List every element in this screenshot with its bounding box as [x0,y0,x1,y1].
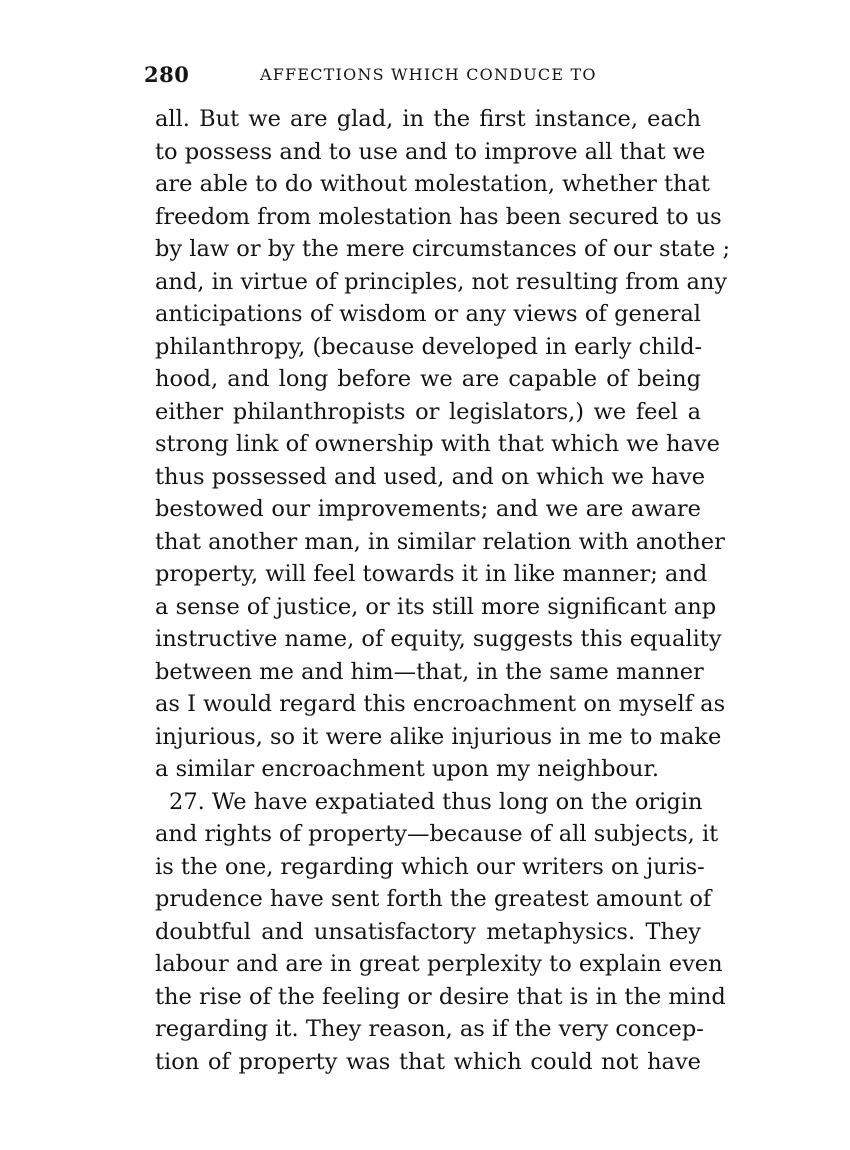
text-line: hood, and long before we are capable of being [155,366,701,392]
text-line: labour and are in great perplexity to explain even [155,951,723,977]
text-line: and rights of property—because of all subjects, it [155,821,719,847]
text-line: to possess and to use and to improve all that we [155,138,706,165]
text-line: either philanthropists or legislators,) we feel a [155,398,701,425]
text-line: the rise of the feeling or desire that is in the mind [155,983,726,1010]
text-line: a similar encroachment upon my neighbour. [155,756,659,782]
page-number: 280 [144,62,190,87]
text-line: anticipations of wisdom or any views of general [155,301,701,327]
text-line: tion of property was that which could not have [155,1048,701,1075]
text-line: injurious, so it were alike injurious in me to make [155,723,722,750]
text-line: are able to do without molestation, whether that [155,171,710,197]
text-line: prudence have sent forth the greatest amount of [155,886,712,912]
text-line: between me and him—that, in the same manner [155,658,704,685]
text-line: philanthropy, (because developed in early child- [155,333,703,360]
text-line: bestowed our improvements; and we are aware [155,496,701,522]
text-line: as I would regard this encroachment on myself as [155,691,726,717]
text-line: that another man, in similar relation with another [155,528,725,555]
text-line: strong link of ownership with that which we have [155,431,720,457]
text-line: regarding it. They reason, as if the very concep- [155,1016,704,1042]
text-line: by law or by the mere circumstances of our state ; [155,236,731,262]
running-title: AFFECTIONS WHICH CONDUCE TO [260,65,597,84]
text-line: doubtful and unsatisfactory metaphysics. They [155,918,701,945]
text-line: and, in virtue of principles, not resulting from any [155,268,728,295]
text-line: instructive name, of equity, suggests this equality [155,626,722,652]
paragraph-start-line: 27. We have expatiated thus long on the origin [169,788,703,815]
text-line: freedom from molestation has been secured to us [155,203,722,230]
text-line: property, will feel towards it in like manner; and [155,561,708,587]
running-head [144,62,704,88]
text-line: is the one, regarding which our writers on juris- [155,853,705,880]
text-line: all. But we are glad, in the first instance, each [155,106,701,132]
text-line: a sense of justice, or its still more significant anp [155,593,717,620]
body-text [155,103,731,1078]
text-line: thus possessed and used, and on which we have [155,463,706,490]
